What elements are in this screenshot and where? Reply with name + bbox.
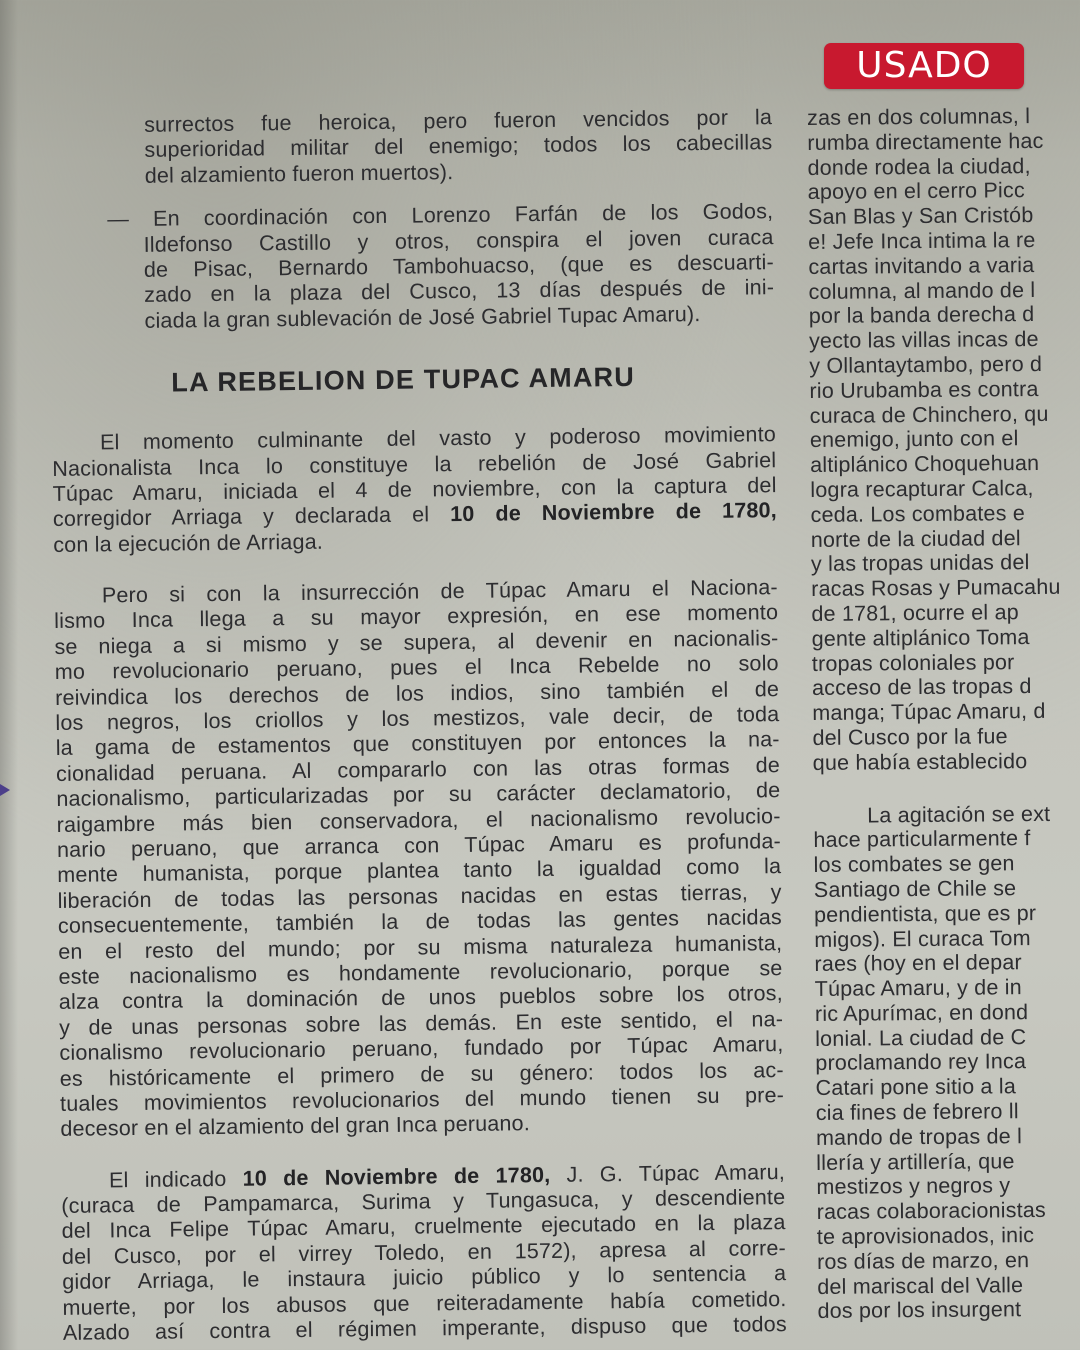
section-heading: LA REBELION DE TUPAC AMARU [171, 361, 636, 398]
text-line: Túpac Amaru, iniciada el 4 de noviembre, con la captura del [52, 473, 777, 506]
text-line: Santiago de Chile se [813, 876, 1017, 902]
text-line: zas en dos columnas, l [807, 104, 1031, 130]
text-line: curaca de Chinchero, qu [809, 401, 1049, 428]
bold-date: 10 de Noviembre de 1780, [242, 1162, 551, 1191]
text-line: reivindica los derechos de los indios, sino también el de [54, 676, 780, 710]
text-line: cionalidad peruana. Al compararlo con las otras formas de [55, 752, 781, 786]
text-line: que había establecido [812, 748, 1028, 775]
text-line: mando de tropas de l [815, 1124, 1023, 1150]
text-line: ciada la gran sublevación de José Gabriel Tupac Amaru). [144, 301, 701, 333]
right-text-column [807, 103, 1080, 1324]
text-line: columna, al mando de l [808, 277, 1036, 304]
text-line: acceso de las tropas d [811, 674, 1032, 701]
text-line: gente altiplánico Toma [811, 624, 1030, 651]
text-line: liberación de todas las personas nacidas en estas tierras, y [57, 879, 782, 913]
text-line: rio Urubamba es contra [809, 376, 1039, 403]
text-line: y de unas personas sobre las demás. En este sentido, el na- [59, 1006, 784, 1040]
text-line: con la ejecución de Arriaga. [53, 529, 324, 557]
text-line: te aprovisionados, inic [816, 1223, 1035, 1250]
text-line: Túpac Amaru, y de in [814, 975, 1022, 1002]
text-line: nacionalismo, particularizadas por su carácter declamatorio, de [56, 778, 781, 812]
text-line: alza contra la dominación de unos pueblos sobre los otros, [58, 981, 783, 1015]
text-line: enemigo, junto con el [809, 426, 1019, 453]
text-line: raigambre más bien conservadora, el nacionalismo revolucio- [56, 803, 781, 837]
text-line: altiplánico Choquehuan [810, 451, 1040, 478]
text-line: del Inca Felipe Túpac Amaru, cruelmente ejecutado en la plaza [61, 1210, 786, 1244]
text-line: decesor en el alzamiento del gran Inca peruano. [60, 1111, 531, 1142]
text-line: tuales movimientos revolucionarios del mundo tienen su pre- [59, 1082, 785, 1116]
text-line: proclamando rey Inca [815, 1049, 1027, 1076]
usado-badge: USADO [824, 43, 1024, 89]
text-line: es históricamente el primero de su género: todos los ac- [59, 1057, 784, 1091]
text-line: nario peruano, que arranca con Túpac Amaru es profunda- [56, 829, 782, 862]
text-line: cionalismo revolucionario peruano, fundado por Túpac Amaru, [59, 1032, 784, 1066]
text-line: Catari pone sitio a la [815, 1074, 1017, 1101]
text-line: donde rodea la ciudad, [807, 153, 1031, 180]
text-line: por la banda derecha d [808, 302, 1035, 329]
text-line: se niega a si mismo y se supera, al devenir en nacionalis- [54, 625, 779, 659]
text-line: ros días de marzo, en [816, 1247, 1030, 1274]
text-run: corregidor Arriaga y declarada el [52, 502, 451, 532]
text-line: del Cusco por la fue [812, 724, 1008, 750]
text-line: racas Rosas y Pumacahu [811, 574, 1061, 602]
text-line: mente humanista, porque plantea tanto la igualdad como la [57, 854, 782, 888]
text-line: Nacionalista Inca lo constituye la rebelión de José Gabriel [52, 447, 777, 481]
text-run: El indicado [108, 1166, 243, 1193]
ink-margin-mark-icon [0, 784, 10, 796]
text-line: del alzamiento fueron muertos). [144, 159, 454, 188]
left-text-column [48, 105, 787, 1346]
text-line: rumba directamente hac [807, 128, 1044, 155]
right-block-2 [813, 801, 1080, 1324]
text-line: e! Jefe Inca intima la re [808, 227, 1036, 254]
text-line: hace particularmente f [813, 826, 1031, 853]
text-line: apoyo en el cerro Picc [807, 178, 1025, 205]
text-line: cia fines de febrero ll [815, 1099, 1019, 1126]
text-line: ric Apurímac, en dond [814, 999, 1029, 1026]
page-gutter-shadow [0, 0, 18, 1350]
text-line: Alzado así contra el régimen imperante, dispuso que todos [62, 1312, 787, 1345]
text-line: La agitación se ext [867, 801, 1051, 828]
text-run: J. G. Túpac Amaru, [550, 1159, 786, 1187]
text-line: — En coordinación con Lorenzo Farfán de los Godos, [107, 199, 774, 232]
text-line: surrectos fue heroica, pero fueron vencidos por la [143, 105, 773, 137]
text-line: El momento culminante del vasto y poderoso movimiento [99, 422, 777, 455]
text-line: logra recapturar Calca, [810, 475, 1034, 502]
text-line: los negros, los criollos y los mestizos, vale decir, de toda [55, 702, 780, 735]
text-line: de Pisac, Bernardo Tambohuacso, (que es descuarti- [143, 250, 775, 282]
text-line: del Cusco, por el virrey Toledo, en 1572), apresa al corre- [61, 1235, 787, 1269]
text-line: este nacionalismo es hondamente revolucionario, porque se [58, 956, 783, 989]
paragraph-2 [54, 575, 785, 1142]
text-line: tropas coloniales por [811, 649, 1015, 676]
right-block-1 [807, 103, 1080, 775]
text-line: la gama de estamentos que constituyen por entonces la na- [55, 727, 780, 761]
text-line: San Blas y San Cristób [807, 203, 1034, 230]
text-line: y Ollantaytambo, pero d [809, 351, 1043, 378]
text-line: lonial. La ciudad de C [815, 1024, 1027, 1051]
paragraph-1 [52, 422, 777, 558]
text-line: superioridad militar del enemigo; todos los cabecillas [144, 130, 773, 163]
text-line: de 1781, ocurre el ap [811, 600, 1019, 626]
text-line: Pero si con la insurrección de Túpac Amaru el Naciona- [101, 575, 778, 608]
text-line: migos). El curaca Tom [814, 925, 1031, 952]
text-line: manga; Túpac Amaru, d [812, 699, 1046, 726]
intro-continuation [48, 105, 773, 190]
text-line: cartas invitando a varia [808, 252, 1035, 279]
text-line: raes (hoy en el depar [814, 950, 1022, 977]
text-line: llería y artillería, que [816, 1148, 1015, 1175]
text-line: pendientista, que es pr [813, 900, 1037, 927]
text-line: ceda. Los combates e [810, 500, 1026, 527]
text-line: mo revolucionario peruano, pues el Inca Rebelde no solo [54, 651, 779, 685]
text-line: (curaca de Pampamarca, Surima y Tungasuca, y descendiente [61, 1185, 786, 1218]
paragraph-3 [61, 1160, 787, 1347]
text-line: racas colaboracionistas [816, 1198, 1047, 1225]
dash-list-item [49, 199, 774, 335]
text-line: del mariscal del Valle [817, 1272, 1024, 1299]
text-line: norte de la ciudad del [810, 525, 1021, 552]
bold-date: 10 de Noviembre de 1780, [450, 498, 778, 527]
text-line: mestizos y negros y [816, 1173, 1011, 1200]
text-line: dos por los insurgent [817, 1297, 1022, 1324]
text-line: zado en la plaza del Cusco, 13 días después de ini- [144, 275, 775, 308]
text-line: muerte, por los abusos que reiteradamente había cometido. [62, 1286, 787, 1320]
text-line: yecto las villas incas de [808, 327, 1039, 354]
text-line: Ildefonso Castillo y otros, conspira el joven curaca [143, 224, 774, 257]
text-line: gidor Arriaga, le instaura juicio público y lo sentencia a [62, 1261, 787, 1295]
text-line: y las tropas unidas del [810, 550, 1030, 577]
text-line: los combates se gen [813, 851, 1015, 878]
text-line: consecuentemente, también la de todas las gentes nacidas [57, 905, 783, 939]
text-line: en el resto del mundo; por su misma naturaleza humanista, [58, 930, 783, 964]
text-line: lismo Inca llega a su mayor expresión, en ese momento [54, 600, 779, 634]
